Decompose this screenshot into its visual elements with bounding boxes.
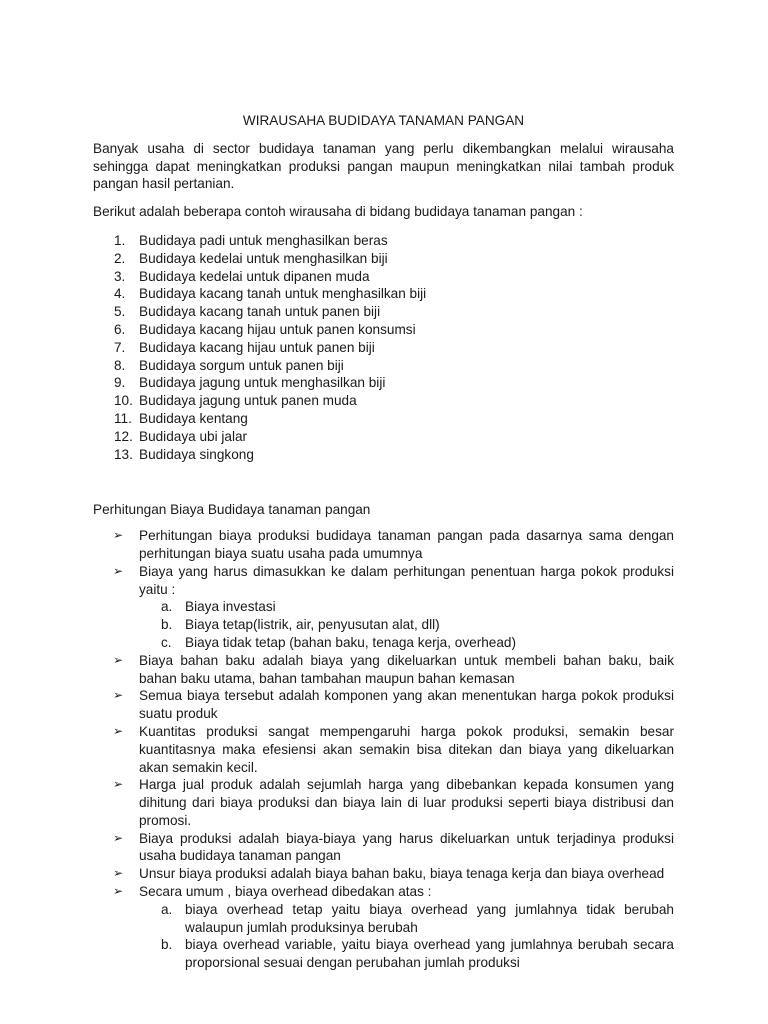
bullet-item: ➢ Biaya yang harus dimasukkan ke dalam perhitungan penentuan harga pokok produksi yaitu : a. Biaya investasi b. Biaya tetap(listrik, air, penyusutan alat, dll) c. Biaya tidak tetap (bahan baku, tenaga kerja, overhead)	[113, 563, 674, 650]
arrow-bullet-icon: ➢	[113, 884, 124, 899]
arrow-bullet-icon: ➢	[113, 563, 124, 578]
arrow-bullet-icon: ➢	[113, 688, 124, 703]
list-item: 1. Budidaya padi untuk menghasilkan beras	[114, 232, 388, 248]
list-item: 11. Budidaya kentang	[114, 410, 248, 426]
bullet-item: ➢ Harga jual produk adalah sejumlah harga yang dibebankan kepada konsumen yang dihitung dari biaya produksi dan biaya lain di luar produksi seperti biaya distribusi dan promosi.	[113, 777, 674, 828]
arrow-bullet-icon: ➢	[113, 866, 124, 881]
arrow-bullet-icon: ➢	[113, 652, 124, 667]
document-title: WIRAUSAHA BUDIDAYA TANAMAN PANGAN	[242, 113, 525, 128]
intro-paragraph: Banyak usaha di sector budidaya tanaman yang perlu dikembangkan melalui wirausaha sehingga dapat meningkatkan produksi pangan maupun meningkatkan nilai tambah produk pangan hasil pertanian.	[93, 140, 674, 192]
list-item: 3. Budidaya kedelai untuk dipanen muda	[114, 268, 370, 284]
list-item: 12. Budidaya ubi jalar	[114, 428, 248, 444]
bullet-item: ➢ Perhitungan biaya produksi budidaya tanaman pangan pada dasarnya sama dengan perhitungan biaya suatu usaha pada umumnya	[113, 528, 674, 561]
examples-list	[93, 232, 674, 463]
arrow-bullet-icon: ➢	[113, 777, 124, 792]
list-item: 7. Budidaya kacang hijau untuk panen biji	[114, 339, 375, 355]
cost-bullet-list	[93, 527, 674, 972]
list-item: b. Biaya tetap(listrik, air, penyusutan alat, dll)	[161, 617, 440, 633]
section-heading: Perhitungan Biaya Budidaya tanaman pangan	[93, 502, 371, 518]
list-item: 9. Budidaya jagung untuk menghasilkan biji	[114, 375, 386, 391]
list-item: c. Biaya tidak tetap (bahan baku, tenaga kerja, overhead)	[161, 634, 517, 650]
bullet-item: ➢ Biaya produksi adalah biaya-biaya yang harus dikeluarkan untuk terjadinya produksi usaha budidaya tanaman pangan	[113, 830, 674, 864]
list-item: 8. Budidaya sorgum untuk panen biji	[114, 357, 344, 373]
bullet-item: ➢ Biaya bahan baku adalah biaya yang dikeluarkan untuk membeli bahan baku, baik bahan baku utama, bahan tambahan maupun bahan kemasan	[113, 652, 674, 686]
bullet-item: ➢ Kuantitas produksi sangat mempengaruhi harga pokok produksi, semakin besar kuantitasnya maka efesiensi akan semakin bisa ditekan dan biaya yang dikeluarkan akan semakin kecil.	[113, 723, 674, 775]
list-item: a. Biaya investasi	[161, 599, 276, 615]
cost-components-list	[139, 598, 674, 651]
list-item: b. biaya overhead variable, yaitu biaya overhead yang jumlahnya berubah secara proporsional sesuai dengan perubahan jumlah produksi	[161, 937, 674, 971]
document-body	[93, 112, 674, 972]
list-item: 4. Budidaya kacang tanah untuk menghasilkan biji	[114, 286, 427, 302]
bullet-item: ➢ Semua biaya tersebut adalah komponen yang akan menentukan harga pokok produksi suatu produk	[113, 688, 674, 722]
list-item: 10. Budidaya jagung untuk panen muda	[114, 393, 357, 409]
list-item: 5. Budidaya kacang tanah untuk panen biji	[114, 304, 381, 320]
list-item: 2. Budidaya kedelai untuk menghasilkan biji	[114, 250, 388, 266]
examples-intro: Berikut adalah beberapa contoh wirausaha di bidang budidaya tanaman pangan :	[93, 204, 583, 220]
arrow-bullet-icon: ➢	[113, 528, 124, 543]
bullet-item: ➢ Secara umum , biaya overhead dibedakan atas : a. biaya overhead tetap yaitu biaya overhead yang jumlahnya tidak berubah walaupun jumlah produksinya berubah b. biaya overhead variable, yaitu biaya overhead yang jumlahnya berubah secara proporsional sesuai dengan perubahan jumlah produksi	[113, 884, 674, 971]
arrow-bullet-icon: ➢	[113, 830, 124, 845]
bullet-item: ➢ Unsur biaya produksi adalah biaya bahan baku, biaya tenaga kerja dan biaya overhead	[113, 866, 665, 882]
list-item: a. biaya overhead tetap yaitu biaya overhead yang jumlahnya tidak berubah walaupun jumlah produksinya berubah	[161, 901, 674, 935]
list-item: 6. Budidaya kacang hijau untuk panen konsumsi	[114, 321, 416, 337]
overhead-types-list	[139, 901, 674, 972]
arrow-bullet-icon: ➢	[113, 723, 124, 738]
list-item: 13. Budidaya singkong	[114, 446, 254, 462]
